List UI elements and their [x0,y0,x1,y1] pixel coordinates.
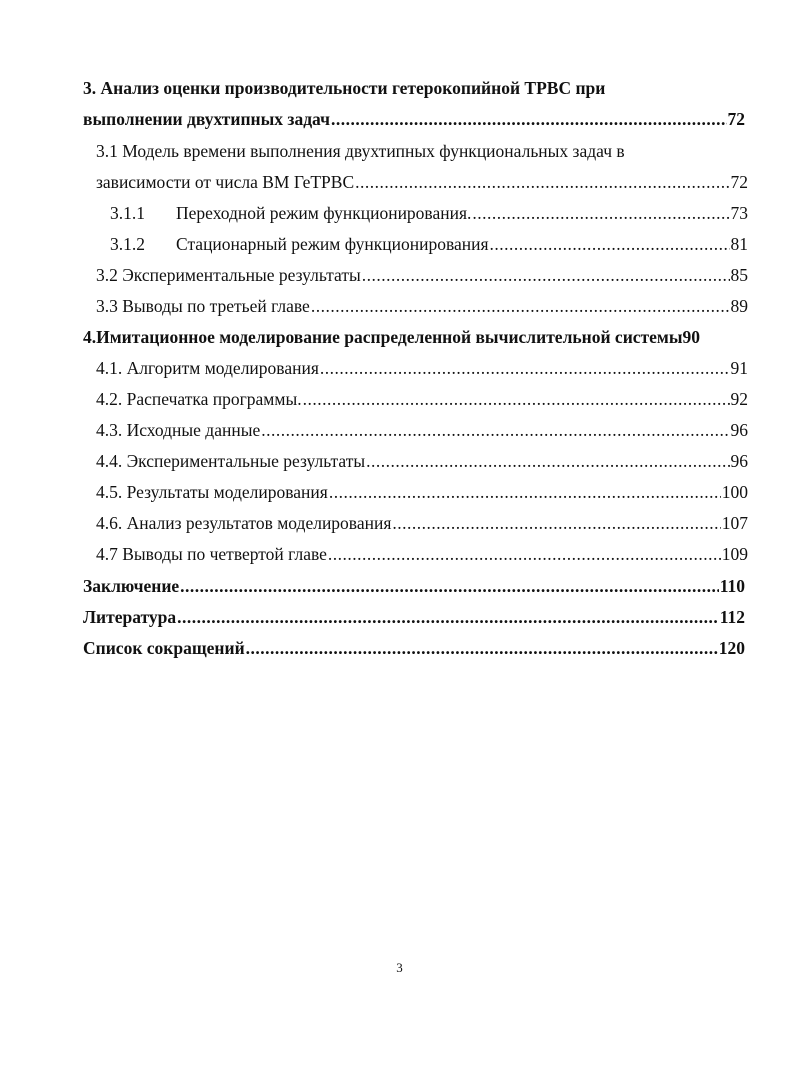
toc-s41-title: 4.1. Алгоритм моделирования [96,358,319,378]
toc-entry-literature [83,606,745,628]
toc-entry-s47 [96,543,748,565]
toc-s32-page: 85 [730,265,748,285]
toc-s32-title: 3.2 Экспериментальные результаты [96,265,361,285]
toc-entry-abbreviations [83,637,745,659]
leader-dots [311,295,730,317]
leader-dots [331,108,727,130]
toc-s311-page: 73 [730,203,748,223]
toc-entry-ch3 [83,108,745,130]
toc-abbreviations-page: 120 [718,638,745,658]
leader-dots [246,637,718,659]
toc-ch3-title-line2: выполнении двухтипных задач [83,109,330,129]
toc-s45-page: 100 [721,482,748,502]
toc-entry-s42 [96,388,748,410]
leader-dots [362,264,730,286]
toc-literature-page: 112 [719,607,745,627]
toc-entry-s45 [96,481,748,503]
leader-dots [355,171,729,193]
toc-s41-page: 91 [730,358,748,378]
toc-entry-s33 [96,295,748,317]
page-number: 3 [396,960,403,975]
toc-s44-title: 4.4. Экспериментальные результаты [96,451,366,471]
toc-entry-s43 [96,419,748,441]
toc-entry-conclusion [83,575,745,597]
toc-s46-title: 4.6. Анализ результатов моделирования [96,513,392,533]
leader-dots [490,233,730,255]
leader-dots [472,202,729,224]
leader-dots [303,388,730,410]
toc-s43-page: 96 [730,420,748,440]
toc-entry-ch4 [83,326,700,348]
toc-s312-page: 81 [730,234,748,254]
toc-ch4-page: 90 [682,327,700,347]
toc-s311-number: 3.1.1 [110,203,145,223]
leader-dots [261,419,729,441]
leader-dots [329,481,721,503]
toc-entry-s41 [96,357,748,379]
toc-conclusion-title: Заключение [83,576,180,596]
toc-entry-s31 [96,171,748,193]
toc-s31-title-line2: зависимости от числа ВМ ГеТРВС [96,172,355,192]
toc-s42-title: 4.2. Распечатка программы. [96,389,302,409]
toc-abbreviations-title: Список сокращений [83,638,245,658]
toc-s45-title: 4.5. Результаты моделирования [96,482,328,502]
leader-dots [366,450,729,472]
toc-literature-title: Литература [83,607,177,627]
toc-s43-title: 4.3. Исходные данные [96,420,261,440]
toc-ch4-title: 4.Имитационное моделирование распределенной вычислительной системы [83,327,683,347]
toc-entry-s32 [96,264,748,286]
toc-entry-s44 [96,450,748,472]
toc-s312-title: Стационарный режим функционирования [176,234,489,254]
toc-s46-page: 107 [721,513,748,533]
toc-entry-s311 [110,202,748,224]
leader-dots [328,543,721,565]
toc-s31-title-line1: 3.1 Модель времени выполнения двухтипных функциональных задач в [96,141,625,161]
leader-dots [392,512,720,534]
leader-dots [177,606,719,628]
leader-dots [320,357,730,379]
toc-s33-page: 89 [730,296,748,316]
toc-s312-number: 3.1.2 [110,234,145,254]
toc-s47-title: 4.7 Выводы по четвертой главе [96,544,327,564]
toc-ch3-page: 72 [727,109,745,129]
toc-ch3-title-line1: 3. Анализ оценки производительности гетерокопийной ТРВС при [83,78,606,98]
toc-entry-s312 [110,233,748,255]
toc-s47-page: 109 [721,544,748,564]
leader-dots [180,575,719,597]
toc-s33-title: 3.3 Выводы по третьей главе [96,296,310,316]
toc-entry-s46 [96,512,748,534]
toc-s42-page: 92 [730,389,748,409]
toc-s44-page: 96 [730,451,748,471]
toc-s31-page: 72 [730,172,748,192]
toc-conclusion-page: 110 [719,576,745,596]
toc-s311-title: Переходной режим функционирования. [176,203,472,223]
